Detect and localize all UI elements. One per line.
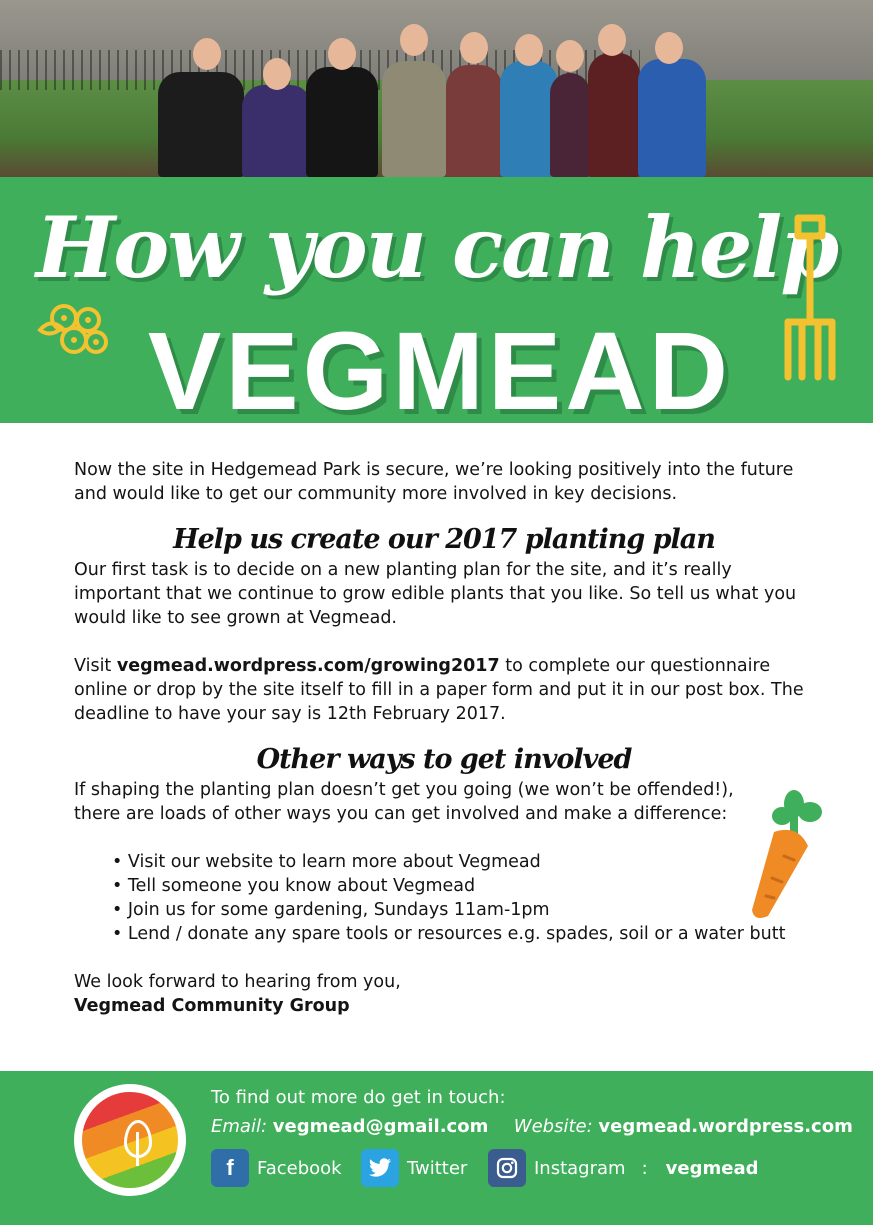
photo-person: [550, 73, 590, 177]
photo-person: [638, 59, 706, 177]
photo-person-head: [460, 32, 488, 64]
flower-icon: [36, 298, 116, 360]
garden-fork-icon: [780, 212, 840, 387]
contact-line: [211, 1116, 853, 1137]
photo-person-head: [328, 38, 356, 70]
twitter-icon: [361, 1149, 399, 1187]
visit-suffix: to complete our questionnaire online or drop by the site itself to fill in a paper form and put it in our post box. The deadline to have your say is 12th February 2017.: [74, 656, 804, 724]
banner-main-title: VEGMEAD: [147, 310, 733, 433]
carrot-icon: [744, 786, 826, 922]
photo-person-head: [655, 32, 683, 64]
handle-separator: :: [641, 1157, 648, 1179]
photo-person: [446, 65, 502, 177]
list-item: • Tell someone you know about Vegmead: [112, 874, 814, 898]
photo-person-head: [515, 34, 543, 66]
instagram-label: Instagram: [534, 1157, 626, 1179]
photo-person-head: [193, 38, 221, 70]
photo-person-head: [598, 24, 626, 56]
website-link[interactable]: vegmead.wordpress.com: [598, 1116, 853, 1137]
website-label: Website:: [513, 1116, 593, 1137]
photo-person: [382, 61, 446, 177]
intro-paragraph: Now the site in Hedgemead Park is secure, we’re looking positively into the future and would like to get our community more involved in key decisions.: [74, 460, 794, 504]
facebook-icon: f: [211, 1149, 249, 1187]
instagram-icon: [488, 1149, 526, 1187]
involved-paragraph: If shaping the planting plan doesn’t get you going (we won’t be offended!), there are loads of other ways you can get involved and make a difference:: [74, 780, 734, 824]
signoff-group: Vegmead Community Group: [74, 996, 350, 1016]
social-facebook[interactable]: [211, 1148, 342, 1188]
photo-person: [158, 72, 244, 177]
footer-intro: To find out more do get in touch:: [211, 1087, 506, 1108]
questionnaire-link[interactable]: vegmead.wordpress.com/growing2017: [116, 656, 500, 676]
photo-person: [588, 53, 640, 177]
signoff-line: We look forward to hearing from you,: [74, 972, 401, 992]
list-item: • Join us for some gardening, Sundays 11am-1pm: [112, 898, 814, 922]
visit-paragraph: [74, 654, 814, 726]
social-twitter[interactable]: [361, 1148, 467, 1188]
email-label: Email:: [211, 1116, 268, 1137]
list-item: • Visit our website to learn more about Vegmead: [112, 850, 814, 874]
photo-person-head: [556, 40, 584, 72]
visit-prefix: Visit: [74, 656, 117, 676]
twitter-label: Twitter: [407, 1157, 468, 1179]
leaf-stem: [136, 1132, 139, 1166]
list-item: • Lend / donate any spare tools or resources e.g. spades, soil or a water butt: [112, 922, 814, 946]
section-heading-involved: Other ways to get involved: [256, 744, 632, 775]
banner-script-title: How you can help: [35, 198, 838, 297]
email-link[interactable]: vegmead@gmail.com: [272, 1116, 489, 1137]
photo-person: [242, 85, 312, 177]
facebook-label: Facebook: [257, 1157, 342, 1179]
social-instagram[interactable]: [488, 1148, 758, 1188]
logo-stripes: [82, 1092, 178, 1188]
photo-person: [306, 67, 378, 177]
vegmead-logo: [74, 1084, 186, 1196]
planting-paragraph: Our first task is to decide on a new planting plan for the site, and it’s really important that we continue to grow edible plants that you like. So tell us what you would like to see grown at Vegmead.: [74, 560, 797, 628]
involvement-list: [74, 850, 814, 946]
social-handle: vegmead: [665, 1157, 759, 1179]
group-photo: [0, 0, 873, 177]
photo-person-head: [400, 24, 428, 56]
main-content: [74, 458, 814, 1018]
photo-person-head: [263, 58, 291, 90]
section-heading-planting: Help us create our 2017 planting plan: [173, 524, 715, 555]
